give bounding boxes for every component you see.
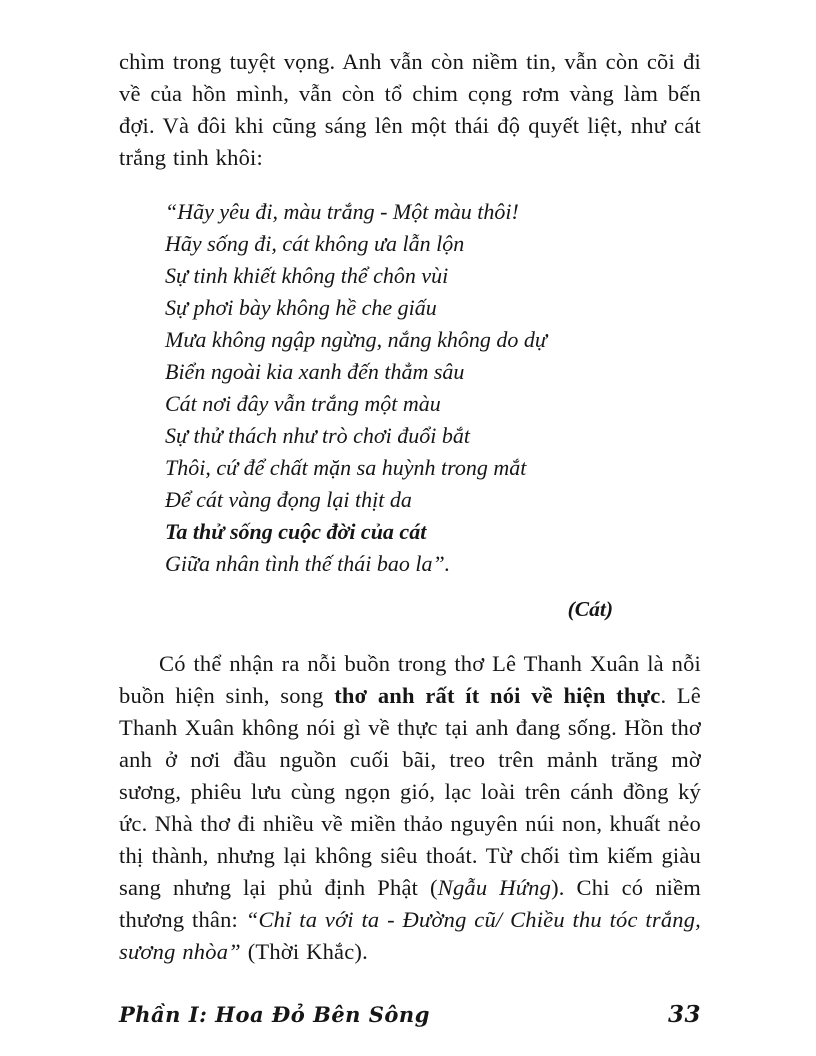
poem-line: Mưa không ngập ngừng, nắng không do dự	[165, 327, 547, 352]
text-run: . Lê Thanh Xuân không nói gì về thực tại anh đang sống. Hồn thơ anh ở nơi đầu nguồn cuối bãi, treo trên mảnh trăng mờ sương, phiêu lưu cùng ngọn gió, lạc loài trên cánh đồng ký ức. Nhà thơ đi nhiều về miền thảo nguyên núi non, khuất nẻo thị thành, nhưng lại không siêu thoát. Từ chối tìm kiếm giàu sang nhưng lại phủ định Phật (	[119, 683, 701, 900]
poem-line: Sự thử thách như trò chơi đuổi bắt	[165, 423, 471, 448]
poem-line: Sự phơi bày không hề che giấu	[165, 295, 437, 320]
poem-line: Ta thử sống cuộc đời của cát	[165, 519, 427, 544]
poem-line: Sự tinh khiết không thể chôn vùi	[165, 263, 449, 288]
poem-line: Giữa nhân tình thế thái bao la”.	[165, 551, 451, 576]
poem-block	[165, 196, 701, 580]
paragraph-commentary	[119, 648, 701, 968]
text-run: Có thể nhận ra nỗi buồn trong thơ Lê Thanh Xuân là nỗi buồn hiện sinh, song	[119, 651, 701, 708]
footer-section-title: Phần I: Hoa Đỏ Bên Sông	[119, 1002, 430, 1027]
text-run: Ngẫu Hứng	[437, 875, 552, 900]
poem-line: Để cát vàng đọng lại thịt da	[165, 487, 412, 512]
page-content	[119, 46, 701, 968]
poem-line: Biển ngoài kia xanh đến thẳm sâu	[165, 359, 465, 384]
poem-line: “Hãy yêu đi, màu trắng - Một màu thôi!	[165, 199, 519, 224]
poem-attribution: (Cát)	[567, 597, 613, 621]
text-run: ). Chi có niềm thương thân:	[119, 875, 702, 932]
poem-line: Hãy sống đi, cát không ưa lẫn lộn	[165, 231, 465, 256]
page-footer	[119, 1001, 701, 1028]
text-run: “Chỉ ta với ta - Đường cũ/ Chiều thu tóc trắng, sương nhòa”	[119, 907, 702, 964]
text-run: thơ anh rất ít nói về hiện thực	[334, 683, 661, 708]
poem-line: Cát nơi đây vẫn trắng một màu	[165, 391, 441, 416]
paragraph-continuation	[119, 46, 701, 174]
footer-page-number: 33	[667, 1001, 701, 1028]
poem-line: Thôi, cứ để chất mặn sa huỳnh trong mắt	[165, 455, 527, 480]
text-run: (Thời Khắc).	[240, 939, 368, 964]
text-run: chìm trong tuyệt vọng. Anh vẫn còn niềm tin, vẫn còn cõi đi về của hồn mình, vẫn còn tổ chim cọng rơm vàng làm bến đợi. Và đôi khi cũng sáng lên một thái độ quyết liệt, như cát trắng tinh khôi:	[119, 49, 701, 170]
poem-lines	[165, 196, 701, 580]
